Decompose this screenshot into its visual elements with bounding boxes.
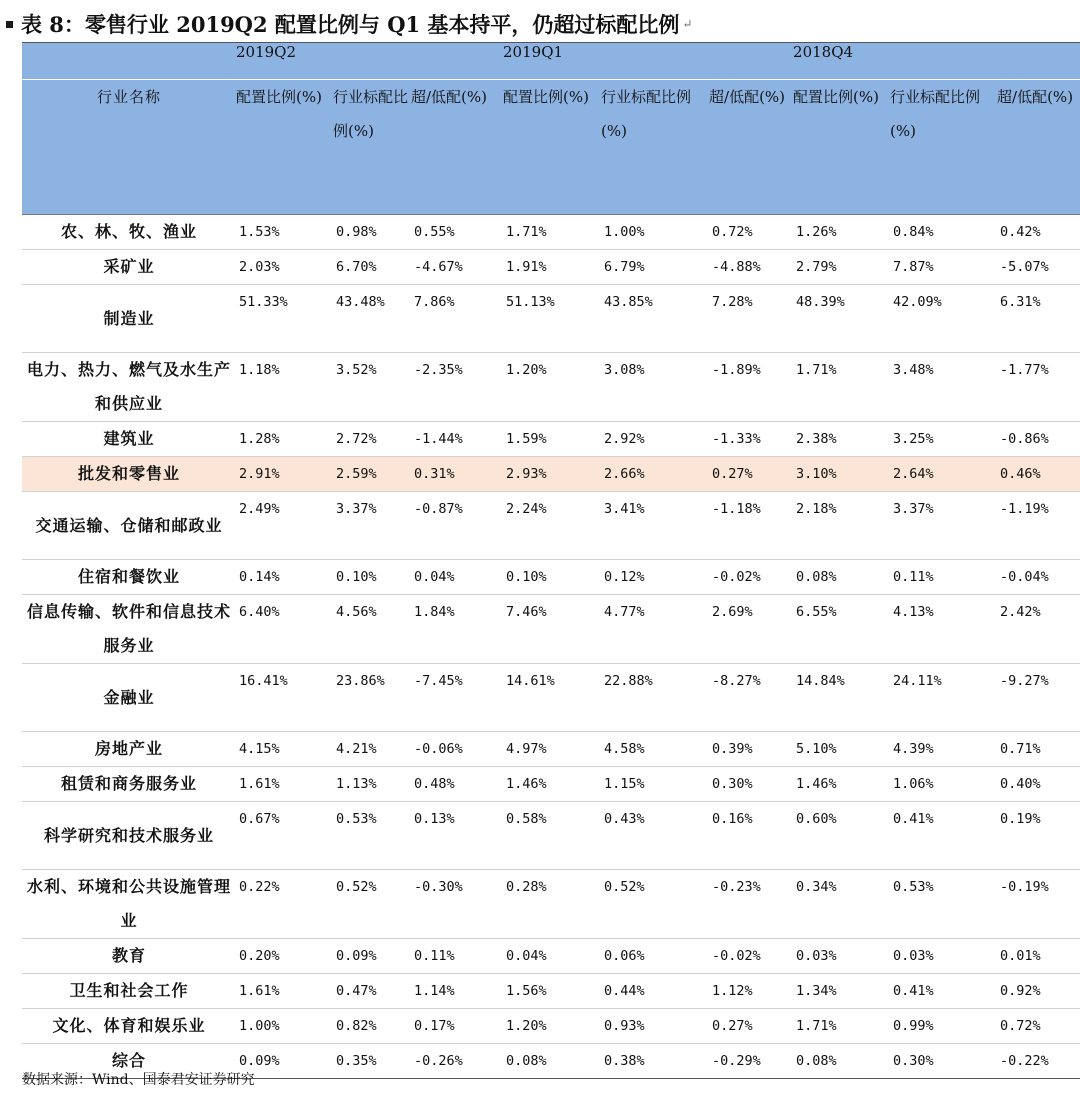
value-cell: 43.48%: [333, 285, 411, 353]
industry-name-cell: 科学研究和技术服务业: [22, 802, 236, 870]
value-cell: 2.42%: [997, 595, 1080, 664]
table-body: [22, 215, 1080, 1079]
value-cell: 3.37%: [890, 492, 997, 560]
industry-name-cell: 采矿业: [22, 250, 236, 285]
table-row: [22, 595, 1080, 664]
value-cell: 0.22%: [236, 870, 333, 939]
value-cell: 1.46%: [793, 767, 890, 802]
value-cell: 2.49%: [236, 492, 333, 560]
period-header-2019q2: 2019Q2: [236, 43, 503, 80]
value-cell: -0.86%: [997, 422, 1080, 457]
value-cell: 0.12%: [601, 560, 709, 595]
table-row: [22, 767, 1080, 802]
period-header-2018q4: 2018Q4: [793, 43, 1080, 80]
value-cell: 3.48%: [890, 353, 997, 422]
value-cell: 48.39%: [793, 285, 890, 353]
value-cell: 0.20%: [236, 939, 333, 974]
industry-name-cell: 租赁和商务服务业: [22, 767, 236, 802]
value-cell: 2.03%: [236, 250, 333, 285]
value-cell: -0.87%: [411, 492, 503, 560]
value-cell: 0.98%: [333, 215, 411, 250]
value-cell: 1.26%: [793, 215, 890, 250]
value-cell: 24.11%: [890, 664, 997, 732]
value-cell: 6.55%: [793, 595, 890, 664]
value-cell: 0.92%: [997, 974, 1080, 1009]
value-cell: 51.13%: [503, 285, 601, 353]
value-cell: 2.91%: [236, 457, 333, 492]
column-header: 超/低配(%): [709, 80, 793, 215]
industry-name-cell: 水利、环境和公共设施管理业: [22, 870, 236, 939]
value-cell: 1.84%: [411, 595, 503, 664]
value-cell: 0.99%: [890, 1009, 997, 1044]
value-cell: 1.00%: [601, 215, 709, 250]
value-cell: 0.03%: [890, 939, 997, 974]
paragraph-mark-icon: ↵: [682, 17, 693, 31]
value-cell: -1.33%: [709, 422, 793, 457]
period-header-blank: [22, 43, 236, 80]
value-cell: 0.14%: [236, 560, 333, 595]
table-row: [22, 492, 1080, 560]
value-cell: 0.48%: [411, 767, 503, 802]
value-cell: -8.27%: [709, 664, 793, 732]
table-row: [22, 732, 1080, 767]
value-cell: 1.46%: [503, 767, 601, 802]
value-cell: 0.09%: [333, 939, 411, 974]
value-cell: 0.27%: [709, 457, 793, 492]
data-source-note: 数据来源：Wind、国泰君安证券研究: [22, 1072, 255, 1088]
value-cell: 6.79%: [601, 250, 709, 285]
industry-name-cell: 农、林、牧、渔业: [22, 215, 236, 250]
value-cell: 6.70%: [333, 250, 411, 285]
industry-name-cell: 信息传输、软件和信息技术服务业: [22, 595, 236, 664]
value-cell: 3.25%: [890, 422, 997, 457]
value-cell: 4.15%: [236, 732, 333, 767]
value-cell: 1.13%: [333, 767, 411, 802]
value-cell: 2.93%: [503, 457, 601, 492]
value-cell: -1.44%: [411, 422, 503, 457]
value-cell: 2.72%: [333, 422, 411, 457]
industry-name-cell: 金融业: [22, 664, 236, 732]
value-cell: 0.46%: [997, 457, 1080, 492]
table-title: 表 8：零售行业 2019Q2 配置比例与 Q1 基本持平，仍超过标配比例: [21, 12, 680, 37]
industry-name-cell: 住宿和餐饮业: [22, 560, 236, 595]
value-cell: 2.24%: [503, 492, 601, 560]
bullet-square-icon: [6, 21, 13, 28]
value-cell: 0.41%: [890, 974, 997, 1009]
value-cell: 0.31%: [411, 457, 503, 492]
value-cell: 1.59%: [503, 422, 601, 457]
value-cell: -0.19%: [997, 870, 1080, 939]
table-row: [22, 870, 1080, 939]
value-cell: 14.61%: [503, 664, 601, 732]
value-cell: 4.56%: [333, 595, 411, 664]
value-cell: -0.04%: [997, 560, 1080, 595]
value-cell: 0.67%: [236, 802, 333, 870]
table-row: [22, 974, 1080, 1009]
value-cell: 1.20%: [503, 1009, 601, 1044]
value-cell: -4.88%: [709, 250, 793, 285]
value-cell: 0.34%: [793, 870, 890, 939]
value-cell: 0.53%: [890, 870, 997, 939]
value-cell: 0.35%: [333, 1044, 411, 1079]
value-cell: 0.19%: [997, 802, 1080, 870]
value-cell: 0.04%: [411, 560, 503, 595]
industry-name-cell: 文化、体育和娱乐业: [22, 1009, 236, 1044]
value-cell: 1.53%: [236, 215, 333, 250]
table-caption: [6, 8, 692, 40]
value-cell: 4.39%: [890, 732, 997, 767]
value-cell: 0.03%: [793, 939, 890, 974]
value-cell: 0.01%: [997, 939, 1080, 974]
value-cell: 4.97%: [503, 732, 601, 767]
table-row: [22, 1009, 1080, 1044]
column-header-row: [22, 80, 1080, 215]
value-cell: 23.86%: [333, 664, 411, 732]
value-cell: 0.38%: [601, 1044, 709, 1079]
value-cell: -0.02%: [709, 939, 793, 974]
value-cell: -0.02%: [709, 560, 793, 595]
value-cell: 0.08%: [793, 560, 890, 595]
value-cell: 1.15%: [601, 767, 709, 802]
value-cell: 0.10%: [503, 560, 601, 595]
value-cell: 0.82%: [333, 1009, 411, 1044]
column-header: 超/低配(%): [997, 80, 1080, 215]
allocation-table: [22, 42, 1080, 1079]
industry-name-cell: 卫生和社会工作: [22, 974, 236, 1009]
table-row: [22, 939, 1080, 974]
value-cell: 1.71%: [793, 1009, 890, 1044]
column-header: 配置比例(%): [503, 80, 601, 215]
industry-name-cell: 批发和零售业: [22, 457, 236, 492]
column-header: 配置比例(%): [793, 80, 890, 215]
value-cell: 1.14%: [411, 974, 503, 1009]
value-cell: 3.10%: [793, 457, 890, 492]
value-cell: 3.52%: [333, 353, 411, 422]
column-header: 配置比例(%): [236, 80, 333, 215]
value-cell: -0.30%: [411, 870, 503, 939]
value-cell: 2.66%: [601, 457, 709, 492]
value-cell: 22.88%: [601, 664, 709, 732]
value-cell: 1.91%: [503, 250, 601, 285]
value-cell: 0.44%: [601, 974, 709, 1009]
value-cell: -1.89%: [709, 353, 793, 422]
table-row: [22, 215, 1080, 250]
value-cell: 1.28%: [236, 422, 333, 457]
value-cell: 0.08%: [503, 1044, 601, 1079]
value-cell: 3.37%: [333, 492, 411, 560]
value-cell: 7.28%: [709, 285, 793, 353]
value-cell: 3.41%: [601, 492, 709, 560]
industry-name-cell: 综合: [22, 1044, 236, 1079]
value-cell: 0.08%: [793, 1044, 890, 1079]
value-cell: 51.33%: [236, 285, 333, 353]
column-header: 超/低配(%): [411, 80, 503, 215]
value-cell: 0.28%: [503, 870, 601, 939]
table-row: [22, 285, 1080, 353]
value-cell: 0.27%: [709, 1009, 793, 1044]
value-cell: 2.59%: [333, 457, 411, 492]
value-cell: 2.69%: [709, 595, 793, 664]
value-cell: 3.08%: [601, 353, 709, 422]
value-cell: 0.04%: [503, 939, 601, 974]
value-cell: 0.30%: [709, 767, 793, 802]
value-cell: 0.43%: [601, 802, 709, 870]
value-cell: 0.52%: [601, 870, 709, 939]
value-cell: 4.58%: [601, 732, 709, 767]
value-cell: 1.00%: [236, 1009, 333, 1044]
value-cell: 0.93%: [601, 1009, 709, 1044]
value-cell: 0.58%: [503, 802, 601, 870]
value-cell: 42.09%: [890, 285, 997, 353]
value-cell: 0.06%: [601, 939, 709, 974]
value-cell: -1.77%: [997, 353, 1080, 422]
value-cell: 0.30%: [890, 1044, 997, 1079]
value-cell: 0.47%: [333, 974, 411, 1009]
value-cell: 0.84%: [890, 215, 997, 250]
value-cell: 6.40%: [236, 595, 333, 664]
value-cell: -0.29%: [709, 1044, 793, 1079]
value-cell: 7.87%: [890, 250, 997, 285]
table-row: [22, 560, 1080, 595]
value-cell: 0.11%: [890, 560, 997, 595]
value-cell: -1.19%: [997, 492, 1080, 560]
value-cell: 1.20%: [503, 353, 601, 422]
value-cell: 6.31%: [997, 285, 1080, 353]
value-cell: 1.61%: [236, 974, 333, 1009]
value-cell: 0.42%: [997, 215, 1080, 250]
industry-name-cell: 电力、热力、燃气及水生产和供应业: [22, 353, 236, 422]
period-header-row: [22, 43, 1080, 80]
value-cell: 0.72%: [709, 215, 793, 250]
value-cell: -5.07%: [997, 250, 1080, 285]
value-cell: -1.18%: [709, 492, 793, 560]
value-cell: 0.39%: [709, 732, 793, 767]
value-cell: 1.12%: [709, 974, 793, 1009]
value-cell: 1.71%: [793, 353, 890, 422]
table-row: [22, 422, 1080, 457]
value-cell: 0.13%: [411, 802, 503, 870]
value-cell: 1.34%: [793, 974, 890, 1009]
value-cell: 2.64%: [890, 457, 997, 492]
value-cell: 0.41%: [890, 802, 997, 870]
table-row: [22, 250, 1080, 285]
value-cell: 0.60%: [793, 802, 890, 870]
value-cell: 0.72%: [997, 1009, 1080, 1044]
value-cell: -0.22%: [997, 1044, 1080, 1079]
value-cell: 0.11%: [411, 939, 503, 974]
column-header: 行业标配比例(%): [890, 80, 997, 215]
value-cell: -9.27%: [997, 664, 1080, 732]
value-cell: 4.21%: [333, 732, 411, 767]
table-row: [22, 664, 1080, 732]
value-cell: 43.85%: [601, 285, 709, 353]
value-cell: 4.13%: [890, 595, 997, 664]
value-cell: 7.86%: [411, 285, 503, 353]
industry-name-cell: 制造业: [22, 285, 236, 353]
industry-name-cell: 教育: [22, 939, 236, 974]
table-row: [22, 353, 1080, 422]
industry-name-header: 行业名称: [22, 80, 236, 215]
value-cell: 1.18%: [236, 353, 333, 422]
value-cell: 0.10%: [333, 560, 411, 595]
value-cell: 2.92%: [601, 422, 709, 457]
value-cell: 16.41%: [236, 664, 333, 732]
value-cell: 1.71%: [503, 215, 601, 250]
column-header: 行业标配比例(%): [333, 80, 411, 215]
value-cell: 0.52%: [333, 870, 411, 939]
industry-name-cell: 交通运输、仓储和邮政业: [22, 492, 236, 560]
value-cell: -2.35%: [411, 353, 503, 422]
value-cell: 0.09%: [236, 1044, 333, 1079]
value-cell: 1.56%: [503, 974, 601, 1009]
value-cell: -7.45%: [411, 664, 503, 732]
value-cell: 0.53%: [333, 802, 411, 870]
value-cell: 1.06%: [890, 767, 997, 802]
value-cell: 2.18%: [793, 492, 890, 560]
value-cell: -0.26%: [411, 1044, 503, 1079]
column-header: 行业标配比例(%): [601, 80, 709, 215]
value-cell: 2.79%: [793, 250, 890, 285]
value-cell: 4.77%: [601, 595, 709, 664]
value-cell: -0.23%: [709, 870, 793, 939]
value-cell: -4.67%: [411, 250, 503, 285]
value-cell: 0.40%: [997, 767, 1080, 802]
industry-name-cell: 建筑业: [22, 422, 236, 457]
value-cell: -0.06%: [411, 732, 503, 767]
value-cell: 5.10%: [793, 732, 890, 767]
table-row: [22, 802, 1080, 870]
value-cell: 0.16%: [709, 802, 793, 870]
value-cell: 1.61%: [236, 767, 333, 802]
industry-name-cell: 房地产业: [22, 732, 236, 767]
value-cell: 0.55%: [411, 215, 503, 250]
value-cell: 0.71%: [997, 732, 1080, 767]
period-header-2019q1: 2019Q1: [503, 43, 793, 80]
value-cell: 14.84%: [793, 664, 890, 732]
value-cell: 7.46%: [503, 595, 601, 664]
table-row: [22, 457, 1080, 492]
value-cell: 2.38%: [793, 422, 890, 457]
value-cell: 0.17%: [411, 1009, 503, 1044]
